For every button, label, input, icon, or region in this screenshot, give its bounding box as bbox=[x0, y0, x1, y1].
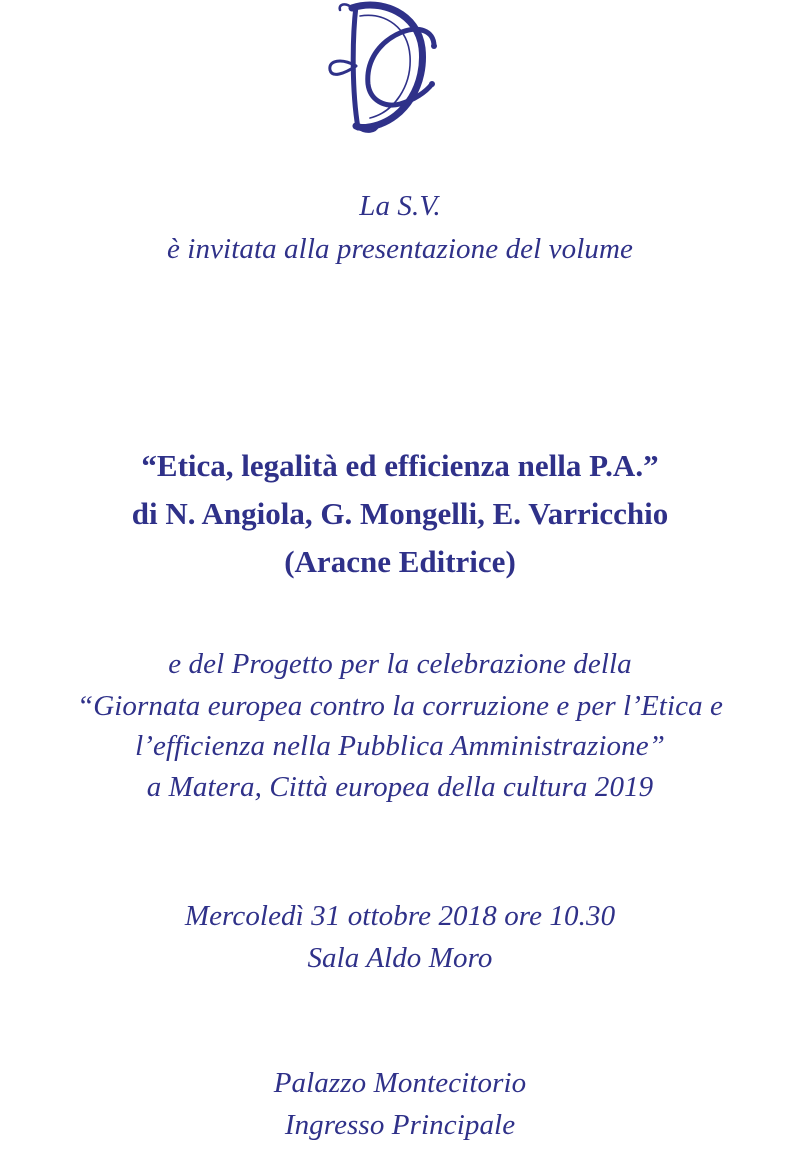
venue-building: Palazzo Montecitorio bbox=[273, 1067, 527, 1099]
project-line-1: e del Progetto per la celebrazione della bbox=[168, 648, 632, 680]
book-publisher: (Aracne Editrice) bbox=[284, 544, 516, 579]
project-line-3: l’efficienza nella Pubblica Amministrazione” bbox=[135, 730, 665, 762]
venue-entrance: Ingresso Principale bbox=[284, 1109, 516, 1141]
camera-deputati-monogram-logo bbox=[322, 0, 438, 134]
greeting-line-1: La S.V. bbox=[359, 190, 441, 222]
event-room: Sala Aldo Moro bbox=[307, 942, 493, 974]
event-datetime: Mercoledì 31 ottobre 2018 ore 10.30 bbox=[184, 900, 616, 932]
project-line-4: a Matera, Città europea della cultura 2019 bbox=[146, 771, 654, 803]
project-line-2: “Giornata europea contro la corruzione e per l’Etica e bbox=[77, 690, 723, 722]
book-title: “Etica, legalità ed efficienza nella P.A.” bbox=[141, 448, 659, 483]
greeting-line-2: è invitata alla presentazione del volume bbox=[166, 233, 634, 265]
book-authors: di N. Angiola, G. Mongelli, E. Varricchio bbox=[131, 496, 669, 531]
